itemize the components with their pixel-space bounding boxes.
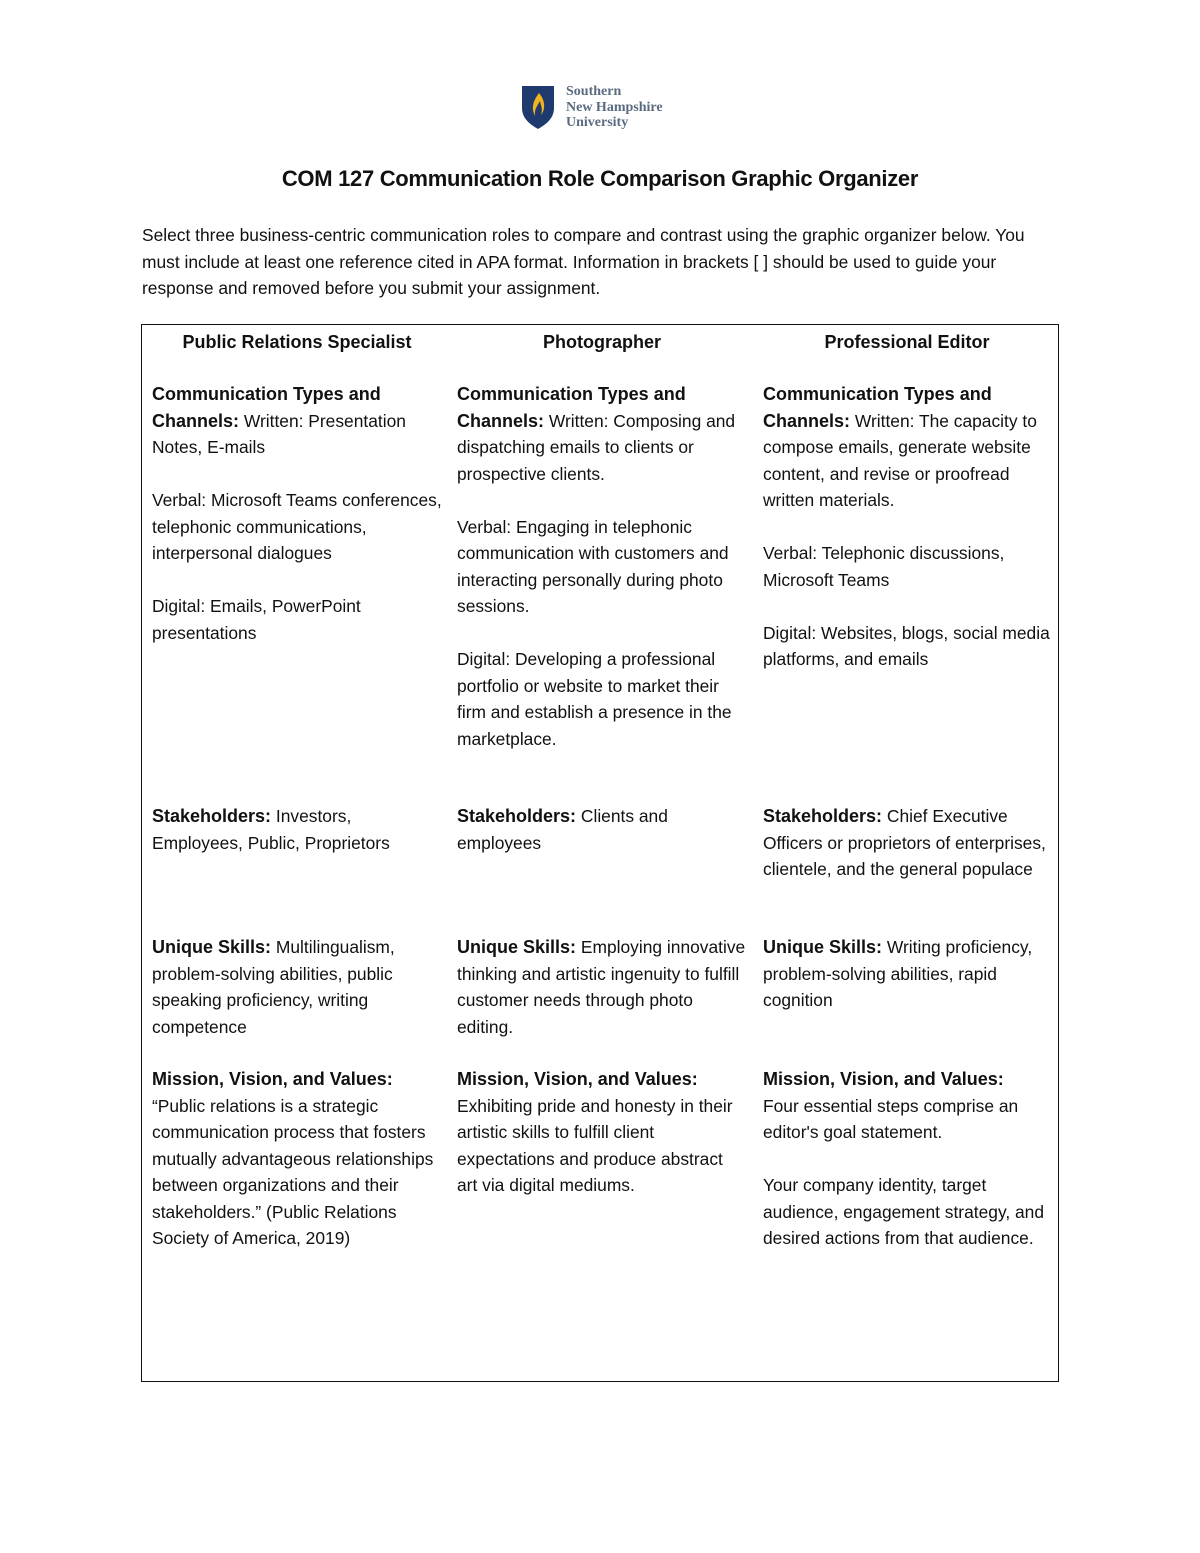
verbal-channels: Verbal: Telephonic discussions, Microsoft Teams [763, 543, 1005, 590]
mission-vision-values-section [457, 1066, 747, 1199]
section-label: Unique Skills: [763, 937, 883, 957]
section-label: Communication Types and Channels: [457, 384, 686, 431]
document-title: COM 127 Communication Role Comparison Graphic Organizer [281, 166, 919, 191]
communication-types-section [763, 381, 1051, 673]
column-heading: Professional Editor [824, 332, 990, 352]
verbal-channels: Verbal: Engaging in telephonic communication with customers and interacting personally during photo sessions. [457, 516, 729, 616]
section-label: Mission, Vision, and Values: [457, 1069, 698, 1089]
digital-channels: Digital: Websites, blogs, social media platforms, and emails [763, 622, 1050, 669]
skills-text: Writing proficiency, problem-solving abilities, rapid cognition [763, 937, 1033, 1010]
mvv-text-secondary: Your company identity, target audience, engagement strategy, and desired actions from that audience. [763, 1175, 1045, 1248]
stakeholders-text: Clients and employees [457, 806, 668, 853]
communication-types-section [152, 381, 442, 646]
section-label: Unique Skills: [457, 937, 577, 957]
skills-text: Employing innovative thinking and artistic ingenuity to fulfill customer needs through photo editing. [457, 937, 746, 1037]
stakeholders-section [763, 803, 1051, 883]
verbal-channels: Verbal: Microsoft Teams conferences, telephonic communications, interpersonal dialogues [152, 490, 442, 563]
shield-flame-icon [520, 84, 556, 130]
mission-vision-values-section [763, 1066, 1051, 1252]
stakeholders-section [152, 803, 442, 856]
section-label: Stakeholders: [763, 806, 883, 826]
unique-skills-section [763, 934, 1051, 1014]
mission-vision-values-section [152, 1066, 442, 1252]
digital-channels: Digital: Emails, PowerPoint presentations [152, 596, 361, 643]
university-logo [520, 84, 663, 131]
stakeholders-text: Chief Executive Officers or proprietors of enterprises, clientele, and the general populace [763, 806, 1046, 879]
logo-line-1: Southern [566, 84, 622, 99]
section-label: Communication Types and Channels: [763, 384, 992, 431]
communication-types-section [457, 381, 747, 752]
written-channels: Written: The capacity to compose emails, generate website content, and revise or proofread written materials. [763, 410, 1037, 510]
mvv-text: Four essential steps comprise an editor's goal statement. [763, 1095, 1019, 1142]
column-heading: Public Relations Specialist [182, 332, 412, 352]
mvv-text: Exhibiting pride and honesty in their artistic skills to fulfill client expectations and produce abstract art via digital mediums. [457, 1095, 733, 1195]
unique-skills-section [457, 934, 747, 1040]
section-label: Unique Skills: [152, 937, 272, 957]
graphic-organizer-table [141, 324, 1059, 1382]
logo-line-3: University [566, 115, 629, 130]
skills-text: Multilingualism, problem-solving abilities, public speaking proficiency, writing competence [152, 937, 395, 1037]
instructions-paragraph: Select three business-centric communication roles to compare and contrast using the graphic organizer below. You must include at least one reference cited in APA format. Information in brackets [ ] should be used to guide your response and removed before you submit your assignment. [142, 225, 1025, 298]
section-label: Mission, Vision, and Values: [152, 1069, 393, 1089]
section-label: Stakeholders: [457, 806, 577, 826]
logo-line-2: New Hampshire [566, 99, 663, 115]
written-channels: Written: Presentation Notes, E-mails [152, 410, 406, 457]
unique-skills-section [152, 934, 442, 1040]
column-heading: Photographer [542, 332, 661, 352]
section-label: Mission, Vision, and Values: [763, 1069, 1004, 1089]
mvv-text: “Public relations is a strategic communication process that fosters mutually advantageous relationships between organizations and their stakeholders.” (Public Relations Society of America, 2019) [152, 1095, 434, 1248]
logo-wordmark [566, 84, 663, 131]
section-label: Stakeholders: [152, 806, 272, 826]
written-channels: Written: Composing and dispatching emails to clients or prospective clients. [457, 410, 736, 484]
section-label: Communication Types and Channels: [152, 384, 381, 431]
stakeholders-text: Investors, Employees, Public, Proprietors [152, 806, 390, 853]
stakeholders-section [457, 803, 747, 856]
digital-channels: Digital: Developing a professional portfolio or website to market their firm and establish a presence in the marketplace. [457, 649, 732, 749]
